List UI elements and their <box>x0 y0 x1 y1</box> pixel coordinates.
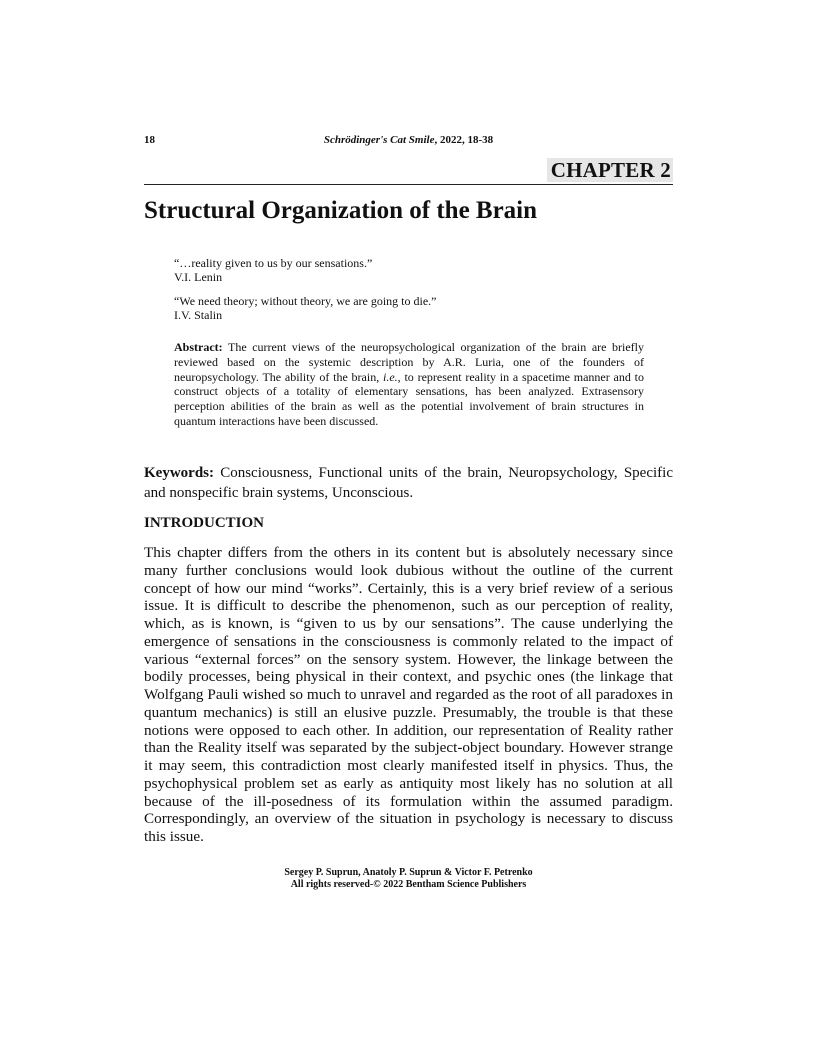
epigraph-author: I.V. Stalin <box>174 308 223 322</box>
page-number: 18 <box>144 134 155 146</box>
journal-details: , 2022, 18-38 <box>434 134 494 146</box>
epigraph <box>174 256 644 284</box>
journal-title: Schrödinger's Cat Smile <box>323 134 435 146</box>
abstract-text: The current views of the neuropsychological organization of the brain are briefly reviewed based on the systemic description by A.R. Luria, one of the founders of neuropsychology. The ability of the brain, <box>174 340 644 384</box>
keywords-text: Consciousness, Functional units of the brain, Neuropsychology, Specific and nonspecific brain systems, Unconscious. <box>144 465 673 501</box>
epigraph-quote: “…reality given to us by our sensations.” <box>174 256 373 270</box>
abstract <box>174 340 644 429</box>
introduction-paragraph: This chapter differs from the others in its content but is absolutely necessary since many further conclusions would look dubious without the outline of the current concept of how our mind “works”. Certainly, this is a very brief review of a serious issue. It is difficult to describe the phenomenon, such as our perception of reality, which, as is known, is “given to us by our sensations”. The cause underlying the emergence of sensations in the consciousness is commonly related to the impact of various “external forces” on the sensory system. However, the linkage between the bodily processes, being physical in their context, and psychic ones (the linkage that Wolfgang Pauli wished so much to unravel and regarded as the root of all paradoxes in quantum mechanics) is still an elusive puzzle. Presumably, the trouble is that these notions were opposed to each other. In addition, our representation of Reality rather than the Reality itself was separated by the subject-object boundary. However strange it may seem, this contradiction most clearly manifested itself in physics. Thus, the psychophysical problem set as early as antiquity most likely has no solution at all because of the ill-posedness of its formulation within the assumed paradigm. Correspondingly, an overview of the situation in psychology is necessary to discuss this issue. <box>144 544 673 845</box>
keywords-label: Keywords: <box>144 465 214 481</box>
chapter-title: Structural Organization of the Brain <box>144 197 538 224</box>
abstract-text-italic: i.e. <box>383 369 398 384</box>
chapter-header-rule <box>144 158 673 185</box>
epigraph-author: V.I. Lenin <box>174 270 223 284</box>
running-header <box>144 134 673 150</box>
epigraphs <box>174 256 644 332</box>
abstract-text: , to represent reality in a spacetime manner and to construct objects of a totality of elementary sensations, has been analyzed. Extrasensory perception abilities of the brain as well as the potential involvement of brain structures in quantum interactions have been discussed. <box>174 369 644 428</box>
journal-reference <box>144 134 673 146</box>
epigraph-quote: “We need theory; without theory, we are going to die.” <box>174 294 437 308</box>
abstract-label: Abstract: <box>174 340 223 354</box>
keywords <box>144 463 673 503</box>
chapter-label: CHAPTER 2 <box>547 158 673 182</box>
footer-copyright: All rights reserved-© 2022 Bentham Science Publishers <box>290 879 527 890</box>
epigraph <box>174 294 644 322</box>
page-footer <box>144 867 673 891</box>
footer-authors: Sergey P. Suprun, Anatoly P. Suprun & Victor F. Petrenko <box>284 867 533 878</box>
section-heading-introduction: INTRODUCTION <box>144 515 265 531</box>
